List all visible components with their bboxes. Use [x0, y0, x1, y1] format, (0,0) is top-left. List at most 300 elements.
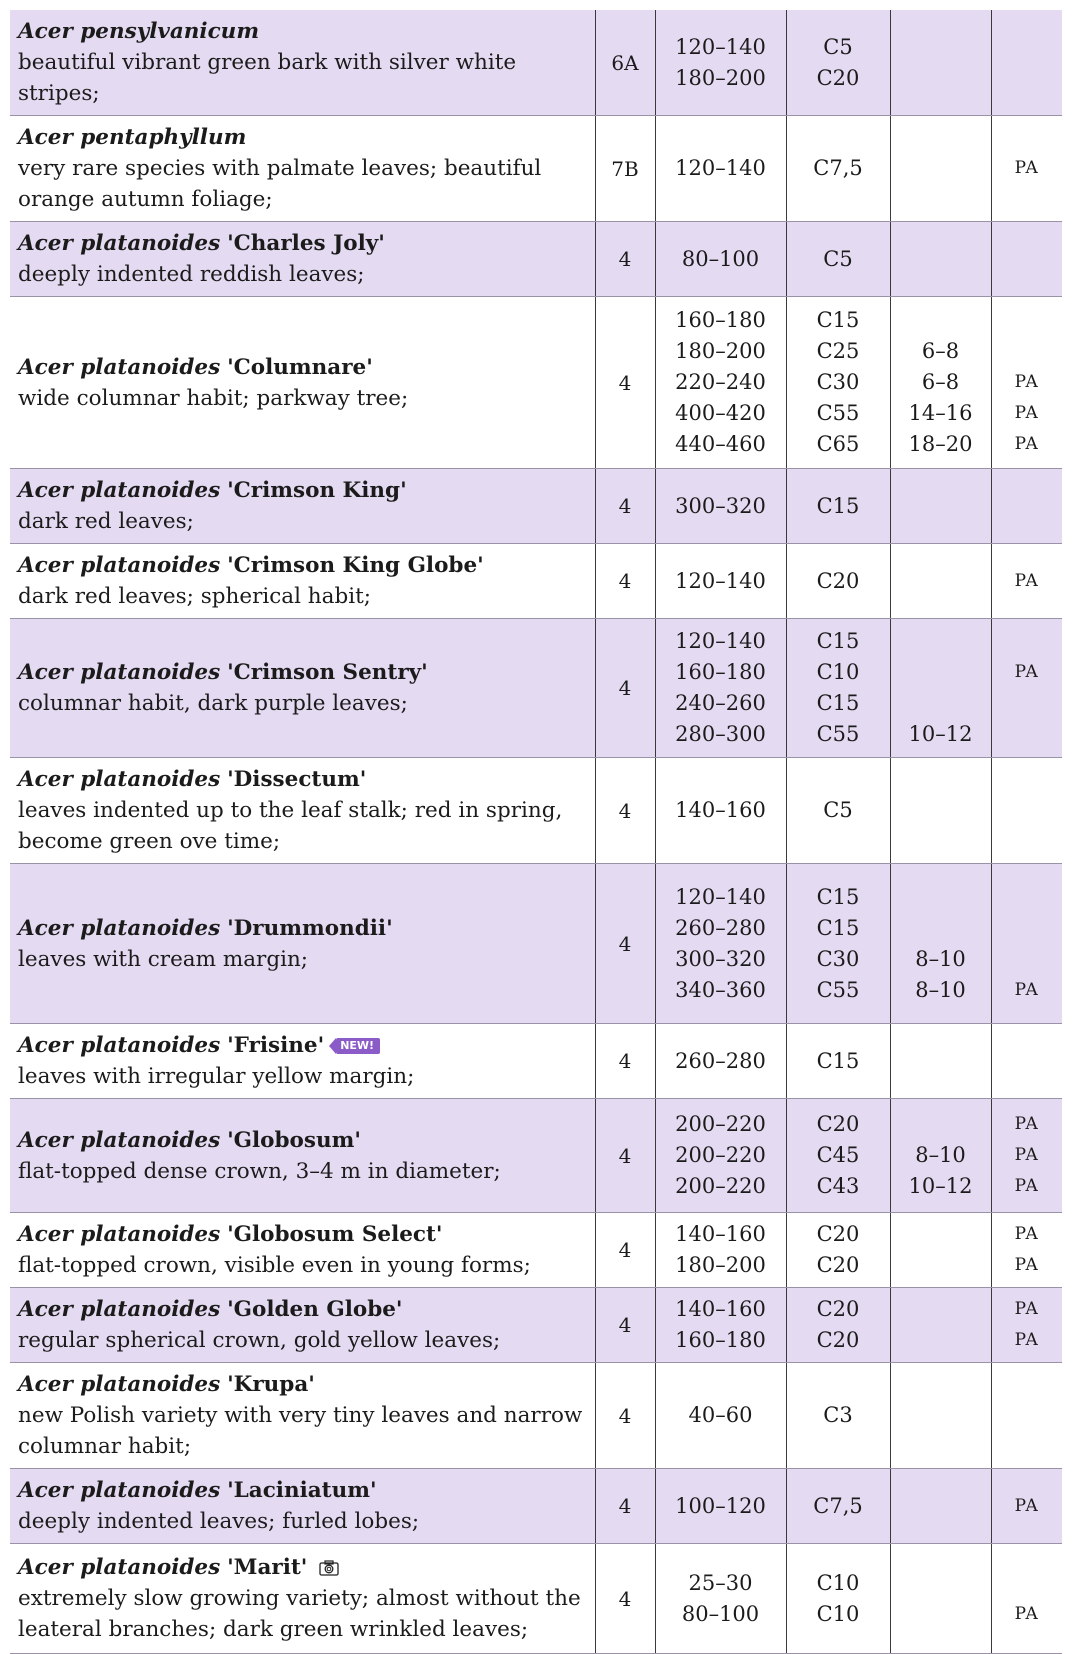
height-cell: [655, 222, 786, 297]
girth-cell: [890, 469, 991, 544]
girth-cell: [890, 222, 991, 297]
cultivar-name: 'Marit': [227, 1555, 308, 1580]
pa-cell: [991, 297, 1062, 469]
height-value: 180–200: [675, 65, 766, 90]
cont-cell: [786, 1099, 890, 1213]
height-value: 80–100: [681, 246, 760, 271]
table-row: [10, 10, 1062, 116]
plant-name: [18, 1552, 587, 1583]
container-value: C15: [816, 691, 860, 715]
girth-value: 18–20: [908, 432, 973, 456]
container-value: C45: [816, 1143, 860, 1167]
girth-cell: [890, 1099, 991, 1213]
cultivar-name: 'Crimson King': [227, 478, 407, 503]
cont-cell: [786, 116, 890, 222]
container-value: C15: [816, 884, 860, 909]
pa-cell: [991, 1544, 1062, 1654]
height-value: 100–120: [675, 1493, 766, 1518]
height-value: 280–300: [675, 722, 766, 746]
girth-value: [891, 795, 991, 826]
pa-cell: [991, 1099, 1062, 1213]
container-value: C25: [816, 339, 860, 363]
pa-mark: PA: [1014, 979, 1039, 1000]
plant-description-cell: [10, 758, 595, 864]
container-value: C20: [816, 65, 860, 90]
height-value: 140–160: [675, 1222, 766, 1246]
girth-cell: [890, 1213, 991, 1288]
pa-mark: [992, 1400, 1063, 1431]
description-text: extremely slow growing variety; almost without the leateral branches; dark green wrinkled leaves;: [18, 1586, 581, 1642]
girth-value: 8–10: [915, 1143, 966, 1167]
container-value: C55: [816, 977, 860, 1002]
plant-description-cell: [10, 864, 595, 1024]
container-value: C20: [816, 1222, 860, 1246]
new-badge: NEW!: [336, 1038, 380, 1054]
latin-name: Acer platanoides: [18, 1033, 221, 1058]
cultivar-name: 'Crimson King Globe': [227, 553, 484, 578]
height-cell: [655, 1099, 786, 1213]
hardiness-zone: 4: [595, 1288, 655, 1363]
cultivar-name: 'Charles Joly': [227, 231, 385, 256]
pa-mark: [992, 336, 1063, 367]
plant-name: [18, 764, 587, 795]
hardiness-zone: 4: [595, 1363, 655, 1469]
cont-cell: [786, 619, 890, 758]
cont-cell: [786, 1213, 890, 1288]
cont-cell: [786, 864, 890, 1024]
cultivar-name: 'Columnare': [227, 354, 373, 380]
latin-name: Acer pensylvanicum: [18, 19, 260, 44]
pa-mark: [992, 626, 1063, 657]
pa-mark: PA: [1014, 434, 1039, 454]
girth-cell: [890, 116, 991, 222]
hardiness-zone: 4: [595, 1544, 655, 1654]
cont-cell: [786, 10, 890, 116]
plant-description-cell: [10, 1288, 595, 1363]
height-value: 300–320: [675, 946, 766, 971]
height-value: 200–220: [675, 1143, 766, 1167]
girth-value: [891, 1325, 991, 1356]
plant-name: [18, 228, 587, 259]
height-cell: [655, 864, 786, 1024]
girth-value: [891, 491, 991, 522]
plant-name: [18, 913, 587, 944]
container-value: C3: [823, 1403, 853, 1427]
girth-value: [891, 688, 991, 719]
table-row: [10, 758, 1062, 864]
container-value: C10: [816, 1570, 860, 1595]
latin-name: Acer platanoides: [18, 478, 221, 503]
table-row: [10, 1363, 1062, 1469]
girth-value: 14–16: [908, 401, 973, 425]
plant-name: [18, 1475, 587, 1506]
height-cell: [655, 1024, 786, 1099]
girth-value: 6–8: [921, 370, 960, 394]
pa-mark: PA: [1014, 1495, 1039, 1516]
plant-catalog-table: [10, 10, 1062, 1654]
hardiness-zone: 4: [595, 469, 655, 544]
latin-name: Acer platanoides: [18, 915, 221, 941]
pa-mark: [992, 882, 1063, 913]
height-cell: [655, 297, 786, 469]
height-value: 260–280: [675, 915, 766, 940]
plant-description-cell: [10, 544, 595, 619]
pa-mark: [992, 63, 1063, 94]
height-value: 240–260: [675, 691, 766, 715]
height-value: 200–220: [675, 1174, 766, 1198]
girth-value: [891, 1219, 991, 1250]
pa-mark: [992, 795, 1063, 826]
container-value: C55: [816, 722, 860, 746]
pa-mark: [992, 913, 1063, 944]
girth-value: [891, 1294, 991, 1325]
pa-mark: [992, 1568, 1063, 1599]
cont-cell: [786, 1024, 890, 1099]
height-value: 440–460: [675, 432, 766, 456]
container-value: C20: [816, 568, 860, 593]
girth-value: [891, 244, 991, 275]
height-value: 160–180: [675, 660, 766, 684]
pa-mark: PA: [1014, 1176, 1039, 1196]
pa-mark: PA: [1014, 1255, 1039, 1275]
plant-description-cell: [10, 1469, 595, 1544]
pa-mark: [992, 244, 1063, 275]
latin-name: Acer platanoides: [18, 354, 221, 380]
container-value: C30: [816, 946, 860, 971]
pa-cell: [991, 758, 1062, 864]
latin-name: Acer platanoides: [18, 1372, 221, 1397]
hardiness-zone: 4: [595, 222, 655, 297]
girth-value: [891, 1250, 991, 1281]
girth-cell: [890, 10, 991, 116]
height-value: 25–30: [688, 1570, 753, 1595]
pa-mark: PA: [1014, 570, 1039, 591]
pa-mark: PA: [1014, 403, 1039, 423]
cont-cell: [786, 544, 890, 619]
girth-value: [891, 32, 991, 63]
girth-cell: [890, 758, 991, 864]
height-value: 80–100: [681, 1601, 760, 1626]
cultivar-name: 'Drummondii': [227, 915, 393, 941]
pa-mark: PA: [1014, 1114, 1039, 1134]
height-value: 120–140: [675, 34, 766, 59]
height-value: 180–200: [675, 339, 766, 363]
hardiness-zone: 4: [595, 864, 655, 1024]
cont-cell: [786, 1544, 890, 1654]
hardiness-zone: 4: [595, 1213, 655, 1288]
plant-name: [18, 1369, 587, 1400]
girth-cell: [890, 1363, 991, 1469]
container-value: C43: [816, 1174, 860, 1198]
plant-name: [18, 16, 587, 47]
girth-cell: [890, 1544, 991, 1654]
girth-value: 8–10: [915, 946, 966, 971]
latin-name: Acer platanoides: [18, 1127, 221, 1153]
plant-description-cell: [10, 10, 595, 116]
table-row: [10, 222, 1062, 297]
plant-name: [18, 1030, 587, 1061]
plant-name: [18, 1125, 587, 1156]
cultivar-name: 'Frisine': [227, 1033, 325, 1058]
height-cell: [655, 1363, 786, 1469]
plant-name: [18, 1294, 587, 1325]
table-row: [10, 1099, 1062, 1213]
table-row: [10, 116, 1062, 222]
height-value: 120–140: [675, 884, 766, 909]
girth-value: [891, 1568, 991, 1599]
pa-mark: PA: [1014, 1603, 1039, 1624]
description-text: leaves with irregular yellow margin;: [18, 1064, 415, 1089]
description-text: beautiful vibrant green bark with silver white stripes;: [18, 50, 517, 106]
hardiness-zone: 4: [595, 544, 655, 619]
pa-cell: [991, 469, 1062, 544]
description-text: columnar habit, dark purple leaves;: [18, 691, 408, 716]
pa-mark: [992, 305, 1063, 336]
girth-value: [891, 153, 991, 184]
container-value: C15: [816, 308, 860, 332]
description-text: deeply indented leaves; furled lobes;: [18, 1509, 420, 1534]
container-value: C5: [823, 34, 853, 59]
height-value: 400–420: [675, 401, 766, 425]
plant-description-cell: [10, 1363, 595, 1469]
height-value: 160–180: [675, 1328, 766, 1352]
pa-cell: [991, 864, 1062, 1024]
height-cell: [655, 1288, 786, 1363]
girth-cell: [890, 297, 991, 469]
hardiness-zone: 4: [595, 1024, 655, 1099]
latin-name: Acer platanoides: [18, 767, 221, 792]
pa-cell: [991, 544, 1062, 619]
pa-mark: [992, 32, 1063, 63]
girth-value: [891, 882, 991, 913]
plant-name: [18, 657, 587, 688]
height-value: 300–320: [675, 493, 766, 518]
hardiness-zone: 7B: [595, 116, 655, 222]
pa-cell: [991, 619, 1062, 758]
container-value: C30: [816, 370, 860, 394]
girth-value: [891, 1046, 991, 1077]
container-value: C20: [816, 1112, 860, 1136]
girth-value: [891, 626, 991, 657]
plant-description-cell: [10, 619, 595, 758]
latin-name: Acer platanoides: [18, 660, 221, 685]
girth-cell: [890, 1288, 991, 1363]
plant-description-cell: [10, 116, 595, 222]
height-cell: [655, 116, 786, 222]
plant-description-cell: [10, 222, 595, 297]
description-text: leaves with cream margin;: [18, 946, 309, 972]
latin-name: Acer platanoides: [18, 1222, 221, 1247]
container-value: C7,5: [813, 156, 863, 180]
description-text: dark red leaves; spherical habit;: [18, 584, 371, 609]
height-value: 340–360: [675, 977, 766, 1002]
pa-mark: PA: [1014, 372, 1039, 392]
height-value: 120–140: [675, 568, 766, 593]
cultivar-name: 'Globosum': [227, 1127, 361, 1153]
cont-cell: [786, 1288, 890, 1363]
description-text: very rare species with palmate leaves; beautiful orange autumn foliage;: [18, 156, 542, 212]
description-text: dark red leaves;: [18, 509, 194, 534]
plant-description-cell: [10, 469, 595, 544]
cont-cell: [786, 1363, 890, 1469]
table-row: [10, 619, 1062, 758]
girth-value: [891, 657, 991, 688]
container-value: C20: [816, 1253, 860, 1277]
pa-mark: [992, 1046, 1063, 1077]
description-text: regular spherical crown, gold yellow leaves;: [18, 1328, 501, 1353]
container-value: C65: [816, 432, 860, 456]
container-value: C55: [816, 401, 860, 425]
container-value: C15: [816, 915, 860, 940]
pa-cell: [991, 1213, 1062, 1288]
cont-cell: [786, 1469, 890, 1544]
height-value: 140–160: [675, 798, 766, 822]
girth-value: [891, 1400, 991, 1431]
girth-cell: [890, 619, 991, 758]
height-cell: [655, 469, 786, 544]
description-text: wide columnar habit; parkway tree;: [18, 385, 409, 411]
latin-name: Acer platanoides: [18, 553, 221, 578]
plant-name: [18, 352, 587, 383]
height-value: 40–60: [688, 1403, 753, 1427]
plant-name: [18, 122, 587, 153]
height-cell: [655, 1213, 786, 1288]
height-value: 120–140: [675, 629, 766, 653]
girth-cell: [890, 864, 991, 1024]
hardiness-zone: 4: [595, 758, 655, 864]
container-value: C10: [816, 1601, 860, 1626]
cultivar-name: 'Krupa': [227, 1372, 315, 1397]
container-value: C15: [816, 493, 860, 518]
pa-mark: [992, 944, 1063, 975]
pa-mark: PA: [1014, 1330, 1039, 1350]
plant-description-cell: [10, 297, 595, 469]
height-value: 200–220: [675, 1112, 766, 1136]
container-value: C20: [816, 1328, 860, 1352]
cultivar-name: 'Laciniatum': [227, 1478, 377, 1503]
table-row: [10, 864, 1062, 1024]
pa-cell: [991, 1469, 1062, 1544]
latin-name: Acer pentaphyllum: [18, 125, 247, 150]
pa-cell: [991, 116, 1062, 222]
plant-description-cell: [10, 1213, 595, 1288]
pa-mark: PA: [1014, 662, 1039, 682]
height-value: 140–160: [675, 1297, 766, 1321]
height-cell: [655, 10, 786, 116]
cultivar-name: 'Crimson Sentry': [227, 660, 428, 685]
plant-name: [18, 1219, 587, 1250]
container-value: C5: [823, 246, 853, 271]
girth-value: [891, 1109, 991, 1140]
girth-value: 6–8: [921, 339, 960, 363]
cont-cell: [786, 469, 890, 544]
height-cell: [655, 1469, 786, 1544]
pa-cell: [991, 1363, 1062, 1469]
latin-name: Acer platanoides: [18, 1555, 221, 1580]
table-row: [10, 1213, 1062, 1288]
description-text: flat-topped crown, visible even in young forms;: [18, 1253, 531, 1278]
girth-value: [891, 1491, 991, 1522]
hardiness-zone: 4: [595, 1099, 655, 1213]
container-value: C20: [816, 1297, 860, 1321]
description-text: leaves indented up to the leaf stalk; red in spring, become green ove time;: [18, 798, 563, 854]
height-value: 220–240: [675, 370, 766, 394]
table-row: [10, 469, 1062, 544]
container-value: C10: [816, 660, 860, 684]
pa-mark: PA: [1014, 158, 1039, 178]
height-value: 160–180: [675, 308, 766, 332]
container-value: C7,5: [813, 1493, 863, 1518]
pa-cell: [991, 222, 1062, 297]
girth-value: 10–12: [908, 1174, 973, 1198]
pa-cell: [991, 1288, 1062, 1363]
description-text: deeply indented reddish leaves;: [18, 262, 365, 287]
girth-value: [891, 305, 991, 336]
plant-description-cell: [10, 1099, 595, 1213]
pa-mark: PA: [1014, 1299, 1039, 1319]
girth-value: [891, 1599, 991, 1630]
height-cell: [655, 619, 786, 758]
table-row: [10, 1544, 1062, 1654]
plant-name: [18, 550, 587, 581]
cultivar-name: 'Golden Globe': [227, 1297, 403, 1322]
camera-icon: [319, 1554, 339, 1570]
hardiness-zone: 4: [595, 619, 655, 758]
container-value: C15: [816, 1048, 860, 1073]
cultivar-name: 'Globosum Select': [227, 1222, 443, 1247]
plant-name: [18, 475, 587, 506]
height-cell: [655, 758, 786, 864]
latin-name: Acer platanoides: [18, 1297, 221, 1322]
girth-cell: [890, 1469, 991, 1544]
girth-value: 10–12: [908, 722, 973, 746]
cont-cell: [786, 297, 890, 469]
cultivar-name: 'Dissectum': [227, 767, 367, 792]
plant-description-cell: [10, 1024, 595, 1099]
pa-mark: PA: [1014, 1145, 1039, 1165]
catalog-body: [10, 10, 1062, 1654]
pa-mark: PA: [1014, 1224, 1039, 1244]
pa-mark: [992, 491, 1063, 522]
container-value: C5: [823, 798, 853, 822]
pa-cell: [991, 10, 1062, 116]
girth-value: [891, 566, 991, 597]
cont-cell: [786, 758, 890, 864]
description-text: flat-topped dense crown, 3–4 m in diameter;: [18, 1158, 501, 1184]
table-row: [10, 544, 1062, 619]
hardiness-zone: 4: [595, 1469, 655, 1544]
height-value: 260–280: [675, 1048, 766, 1073]
girth-cell: [890, 1024, 991, 1099]
table-row: [10, 1469, 1062, 1544]
plant-description-cell: [10, 1544, 595, 1654]
hardiness-zone: 4: [595, 297, 655, 469]
girth-value: [891, 913, 991, 944]
pa-mark: [992, 688, 1063, 719]
latin-name: Acer platanoides: [18, 231, 221, 256]
girth-value: 8–10: [915, 977, 966, 1002]
table-row: [10, 297, 1062, 469]
latin-name: Acer platanoides: [18, 1478, 221, 1503]
height-value: 180–200: [675, 1253, 766, 1277]
description-text: new Polish variety with very tiny leaves and narrow columnar habit;: [18, 1403, 583, 1459]
table-row: [10, 1024, 1062, 1099]
pa-cell: [991, 1024, 1062, 1099]
pa-mark: [992, 719, 1063, 750]
cont-cell: [786, 222, 890, 297]
girth-cell: [890, 544, 991, 619]
table-row: [10, 1288, 1062, 1363]
